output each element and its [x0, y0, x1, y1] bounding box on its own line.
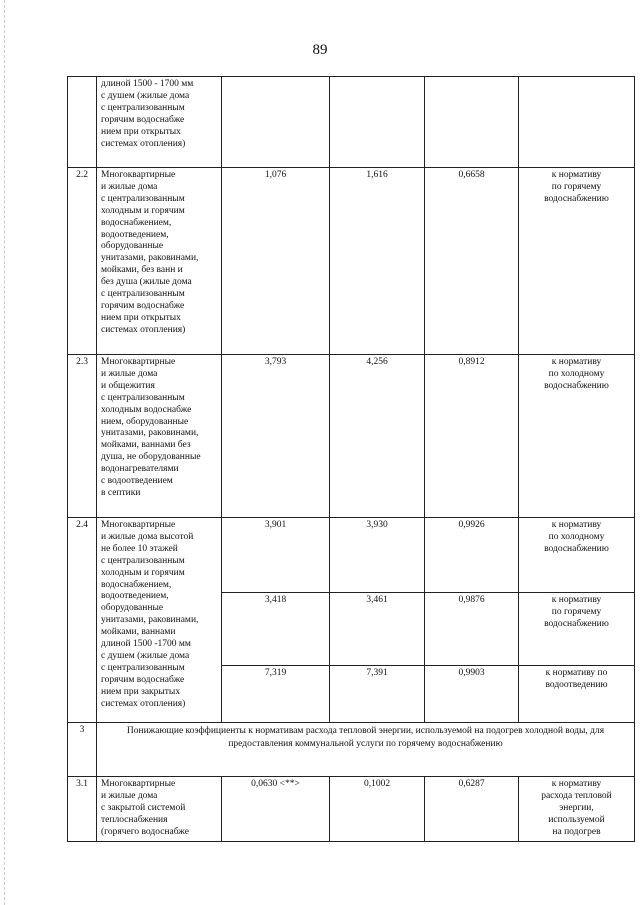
section-row [68, 723, 635, 777]
table-row [68, 355, 635, 518]
page-number: 89 [312, 42, 328, 58]
section-heading: Понижающие коэффициенты к нормативам расхода тепловой энергии, используемой на подогрев холодной воды, для предоставления коммунальной услуги по горячему водоснабжению [97, 723, 635, 777]
value-1: 3,418 [222, 593, 330, 666]
row-number: 2.3 [68, 355, 97, 518]
table-row [68, 777, 635, 842]
note-cell: к нормативу по горячему водоснабжению [519, 168, 635, 355]
coefficient: 0,6658 [425, 168, 519, 355]
value-2: 1,616 [330, 168, 425, 355]
coefficients-table [67, 76, 635, 842]
row-number [68, 77, 97, 168]
row-number: 2.2 [68, 168, 97, 355]
row-description: Многоквартирные и жилые дома и общежития с централизованным холодным водоснабже нием, оборудованные унитазами, раковинами, мойками, ваннами без душа, не оборудованные водонагревателями с водоотведением в септики [97, 355, 222, 518]
row-description: Многоквартирные и жилые дома высотой не более 10 этажей с централизованным холодным и горячим водоснабжением, водоотведением, оборудованные унитазами, раковинами, мойками, ваннами длиной 1500 -1700 мм с душем (жилые дома с централизованным горячим водоснабже нием при закрытых системах отопления) [97, 518, 222, 723]
row-number: 3.1 [68, 777, 97, 842]
value-cell [330, 77, 425, 168]
value-1: 0,0630 <**> [222, 777, 330, 842]
note-cell: к нормативу расхода тепловой энергии, используемой на подогрев [519, 777, 635, 842]
value-1: 1,076 [222, 168, 330, 355]
value-2: 3,930 [330, 518, 425, 593]
scan-edge [4, 0, 6, 905]
note-cell: к нормативу по горячему водоснабжению [519, 593, 635, 666]
coefficient: 0,9926 [425, 518, 519, 593]
row-description: Многоквартирные и жилые дома с закрытой системой теплоснабжения (горячего водоснабже [97, 777, 222, 842]
value-1: 3,901 [222, 518, 330, 593]
value-2: 0,1002 [330, 777, 425, 842]
coefficient: 0,9903 [425, 666, 519, 723]
table-row [68, 518, 635, 593]
coefficient: 0,6287 [425, 777, 519, 842]
value-2: 7,391 [330, 666, 425, 723]
row-description: Многоквартирные и жилые дома с централизованным холодным и горячим водоснабжением, водоотведением, оборудованные унитазами, раковинами, мойками, без ванн и без душа (жилые дома с централизованным горячим водоснабже нием при открытых системах отопления) [97, 168, 222, 355]
row-number: 2.4 [68, 518, 97, 723]
coefficient: 0,8912 [425, 355, 519, 518]
value-cell [425, 77, 519, 168]
note-cell [519, 77, 635, 168]
note-cell: к нормативу по холодному водоснабжению [519, 355, 635, 518]
row-description: длиной 1500 - 1700 мм с душем (жилые дома с централизованным горячим водоснабже нием при открытых системах отопления) [97, 77, 222, 168]
table-row [68, 168, 635, 355]
value-2: 4,256 [330, 355, 425, 518]
value-cell [222, 77, 330, 168]
value-1: 7,319 [222, 666, 330, 723]
note-cell: к нормативу по водоотведению [519, 666, 635, 723]
coefficient: 0,9876 [425, 593, 519, 666]
value-1: 3,793 [222, 355, 330, 518]
section-number: 3 [68, 723, 97, 777]
table-row [68, 77, 635, 168]
note-cell: к нормативу по холодному водоснабжению [519, 518, 635, 593]
value-2: 3,461 [330, 593, 425, 666]
